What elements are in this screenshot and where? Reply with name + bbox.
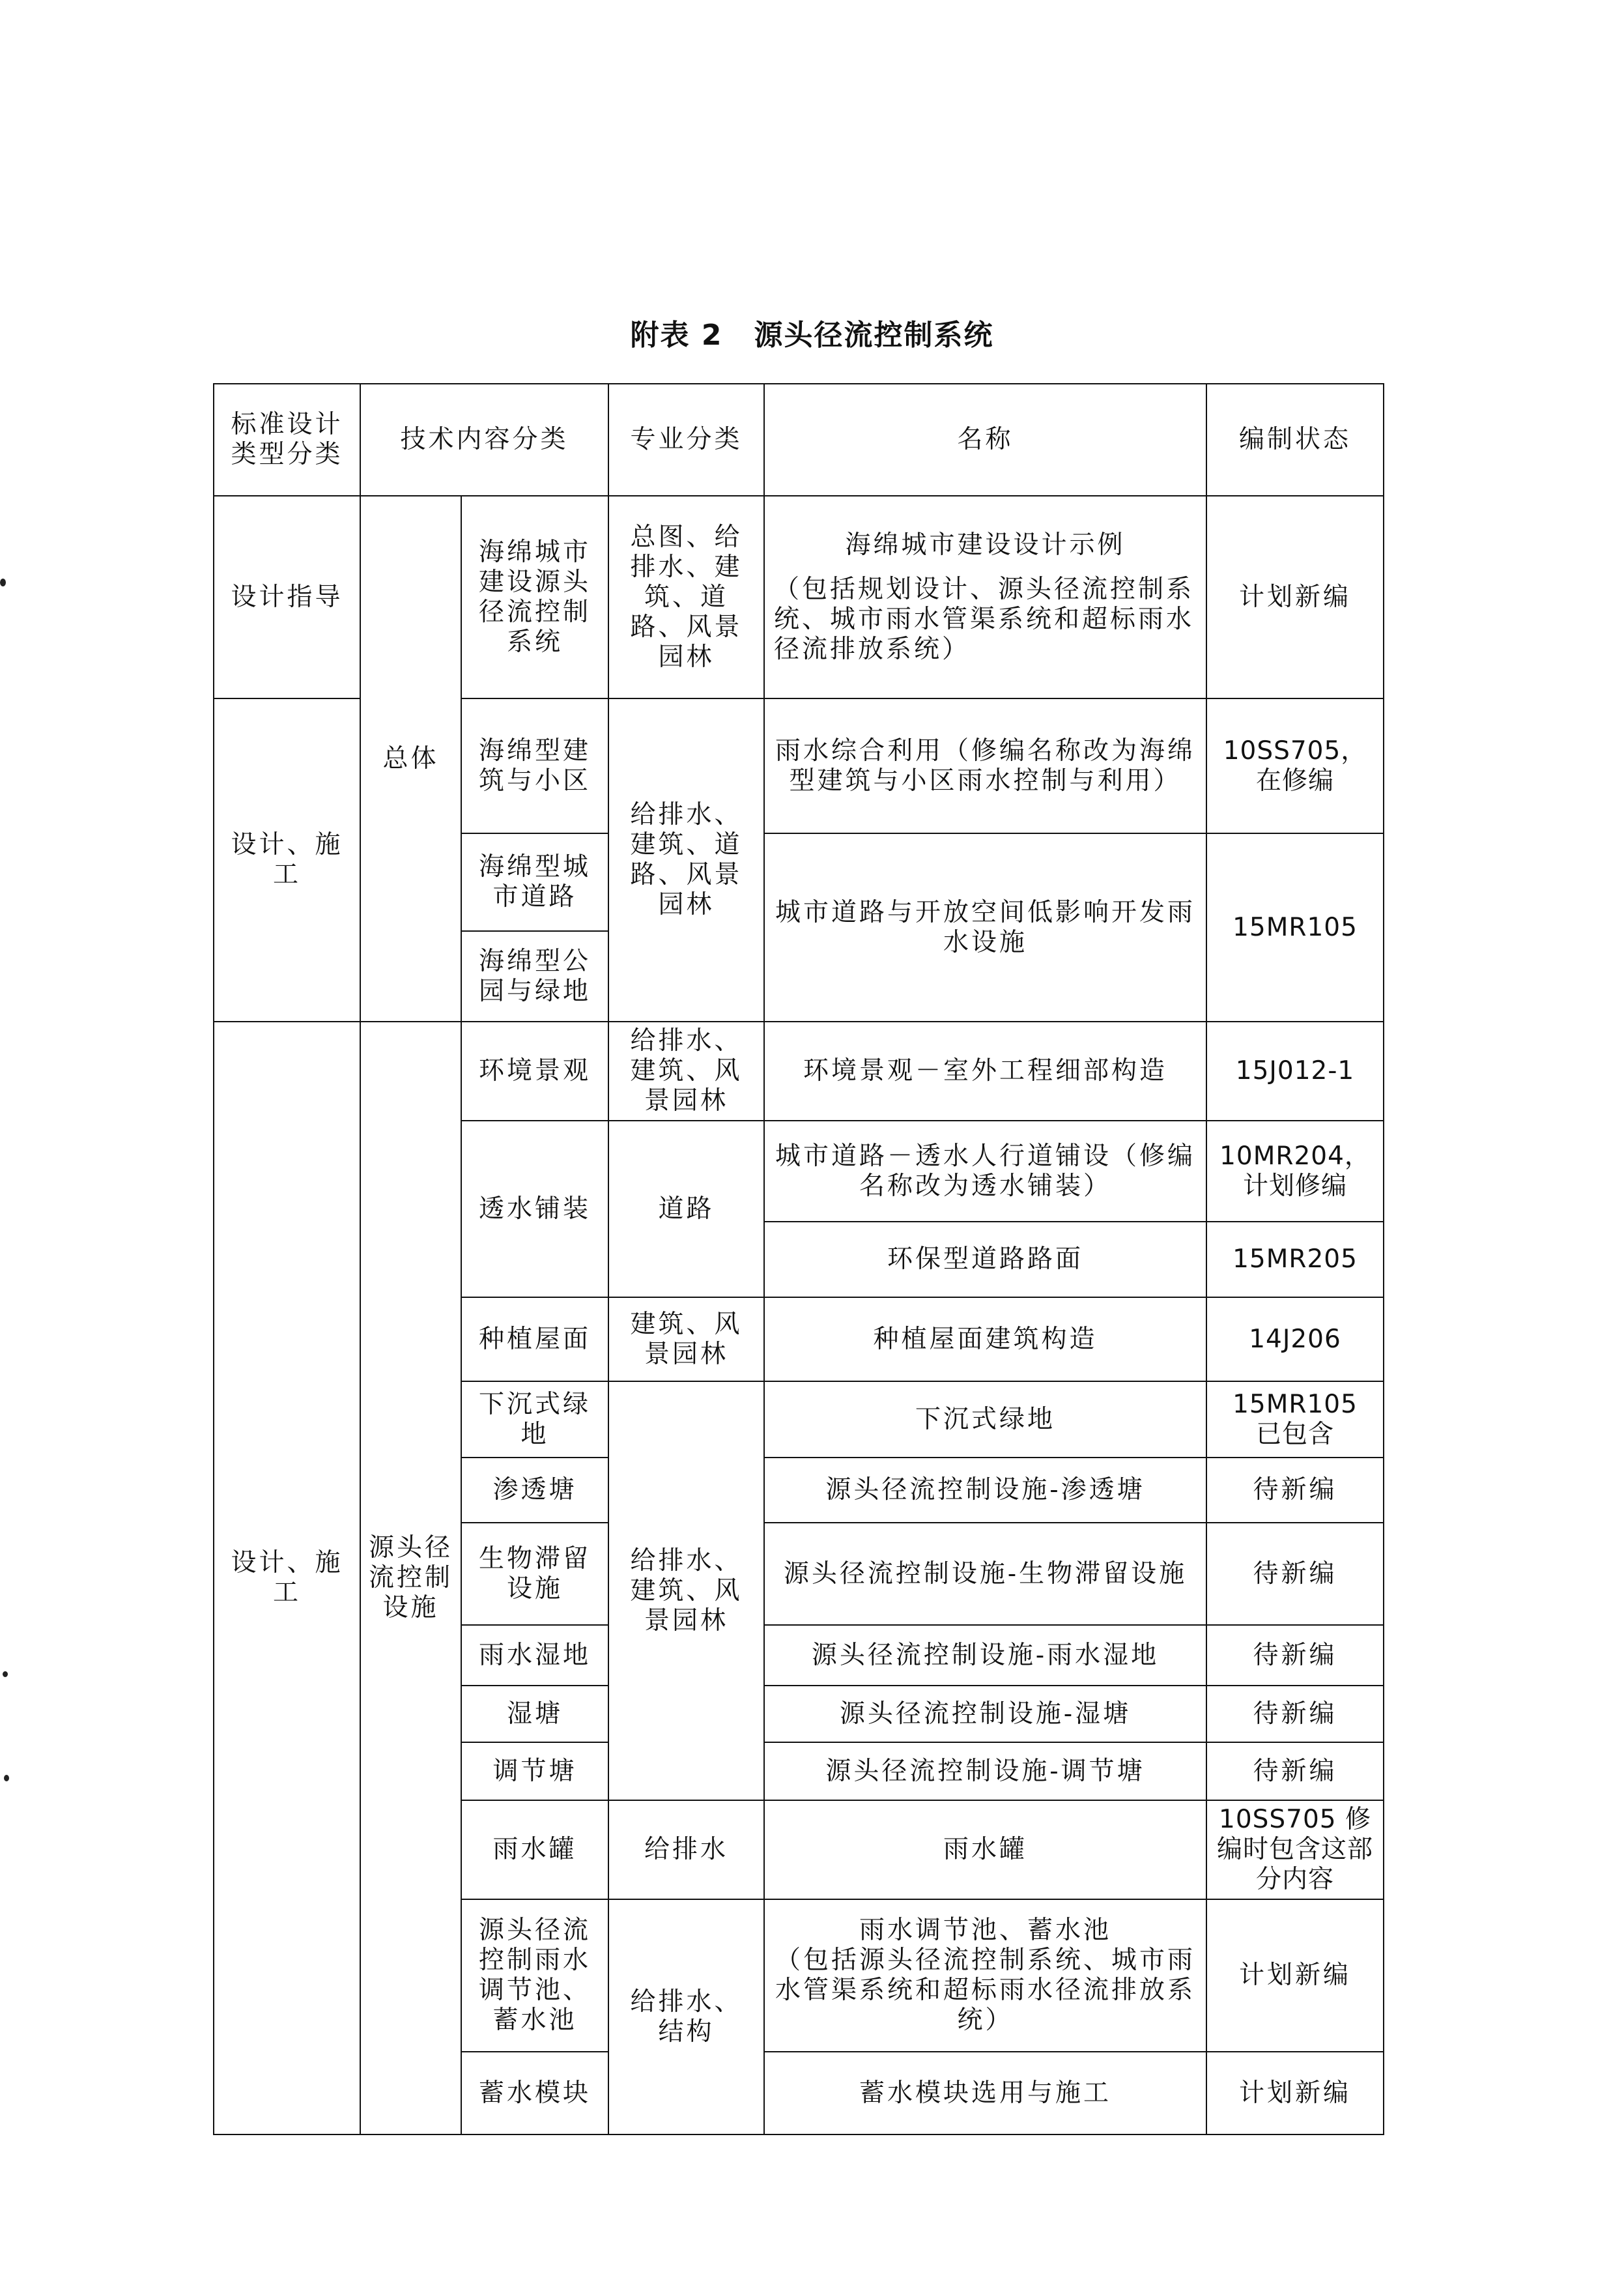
cell-status: 待新编 (1206, 1523, 1384, 1625)
cell-status: 10SS705 修编时包含这部分内容 (1206, 1800, 1384, 1899)
scan-mark (0, 579, 6, 586)
cell-discipline: 总图、给排水、建筑、道路、风景园林 (608, 496, 764, 698)
scan-mark (3, 1671, 8, 1677)
cell-status: 15MR105 已包含 (1206, 1381, 1384, 1458)
cell-item: 源头径流控制雨水调节池、蓄水池 (461, 1899, 608, 2052)
cell-status: 待新编 (1206, 1742, 1384, 1800)
header-name: 名称 (764, 384, 1206, 496)
cell-status: 10SS705，在修编 (1206, 698, 1384, 833)
cell-name: 城市道路与开放空间低影响开发雨水设施 (764, 833, 1206, 1022)
cell-status: 14J206 (1206, 1297, 1384, 1381)
cell-name: 环保型道路路面 (764, 1222, 1206, 1297)
name-main: 雨水调节池、蓄水池 (859, 1916, 1112, 1945)
cell-discipline: 给排水、建筑、风景园林 (608, 1381, 764, 1800)
name-main: 海绵城市建设设计示例 (845, 530, 1126, 560)
page-title (0, 306, 1624, 358)
standards-table (213, 383, 1384, 2135)
title-text: 源头径流控制系统 (754, 319, 994, 352)
header-type: 标准设计类型分类 (214, 384, 360, 496)
cell-type: 设计、施工 (214, 1022, 360, 2134)
cell-group: 源头径流控制设施 (360, 1022, 461, 2134)
cell-name: 雨水综合利用（修编名称改为海绵型建筑与小区雨水控制与利用） (764, 698, 1206, 833)
cell-name: 源头径流控制设施-雨水湿地 (764, 1625, 1206, 1686)
cell-name: 下沉式绿地 (764, 1381, 1206, 1458)
cell-status: 计划新编 (1206, 496, 1384, 698)
cell-item: 蓄水模块 (461, 2052, 608, 2134)
table-row (214, 496, 1384, 698)
cell-discipline: 建筑、风景园林 (608, 1297, 764, 1381)
cell-type: 设计指导 (214, 496, 360, 698)
table-header-row (214, 384, 1384, 496)
scan-mark (4, 1775, 9, 1781)
name-note: （包括源头径流控制系统、城市雨水管渠系统和超标雨水径流排放系统） (775, 1946, 1196, 2035)
cell-status: 10MR204，计划修编 (1206, 1121, 1384, 1222)
cell-item: 海绵型建筑与小区 (461, 698, 608, 833)
cell-status: 15MR105 (1206, 833, 1384, 1022)
cell-status: 计划新编 (1206, 1899, 1384, 2052)
cell-name: 源头径流控制设施-生物滞留设施 (764, 1523, 1206, 1625)
cell-item: 种植屋面 (461, 1297, 608, 1381)
cell-item: 海绵型公园与绿地 (461, 931, 608, 1022)
cell-item: 下沉式绿地 (461, 1381, 608, 1458)
cell-status: 待新编 (1206, 1625, 1384, 1686)
cell-status: 15MR205 (1206, 1222, 1384, 1297)
cell-item: 透水铺装 (461, 1121, 608, 1297)
cell-name: 源头径流控制设施-渗透塘 (764, 1458, 1206, 1523)
header-tech-content: 技术内容分类 (360, 384, 608, 496)
cell-item: 环境景观 (461, 1022, 608, 1121)
cell-name (764, 496, 1206, 698)
cell-name: 城市道路－透水人行道铺设（修编名称改为透水铺装） (764, 1121, 1206, 1222)
cell-status: 待新编 (1206, 1686, 1384, 1742)
cell-name (764, 1899, 1206, 2052)
cell-item: 海绵型城市道路 (461, 833, 608, 931)
cell-item: 湿塘 (461, 1686, 608, 1742)
cell-item: 调节塘 (461, 1742, 608, 1800)
cell-item: 雨水罐 (461, 1800, 608, 1899)
table-row (214, 1022, 1384, 1121)
cell-status: 15J012-1 (1206, 1022, 1384, 1121)
cell-discipline: 给排水、建筑、风景园林 (608, 1022, 764, 1121)
cell-discipline: 道路 (608, 1121, 764, 1297)
standards-table-container (213, 383, 1383, 2116)
cell-name: 雨水罐 (764, 1800, 1206, 1899)
cell-discipline: 给排水、结构 (608, 1899, 764, 2134)
cell-name: 种植屋面建筑构造 (764, 1297, 1206, 1381)
cell-group: 总体 (360, 496, 461, 1022)
cell-item: 生物滞留设施 (461, 1523, 608, 1625)
cell-item: 渗透塘 (461, 1458, 608, 1523)
title-prefix: 附表 2 (630, 319, 723, 352)
cell-status: 计划新编 (1206, 2052, 1384, 2134)
cell-discipline: 给排水 (608, 1800, 764, 1899)
cell-type: 设计、施工 (214, 698, 360, 1022)
header-discipline: 专业分类 (608, 384, 764, 496)
cell-item: 雨水湿地 (461, 1625, 608, 1686)
header-status: 编制状态 (1206, 384, 1384, 496)
cell-status: 待新编 (1206, 1458, 1384, 1523)
cell-name: 蓄水模块选用与施工 (764, 2052, 1206, 2134)
cell-discipline: 给排水、建筑、道路、风景园林 (608, 698, 764, 1022)
cell-item: 海绵城市建设源头径流控制系统 (461, 496, 608, 698)
cell-name: 源头径流控制设施-湿塘 (764, 1686, 1206, 1742)
cell-name: 源头径流控制设施-调节塘 (764, 1742, 1206, 1800)
name-note: （包括规划设计、源头径流控制系统、城市雨水管渠系统和超标雨水径流排放系统） (774, 574, 1195, 664)
cell-name: 环境景观－室外工程细部构造 (764, 1022, 1206, 1121)
